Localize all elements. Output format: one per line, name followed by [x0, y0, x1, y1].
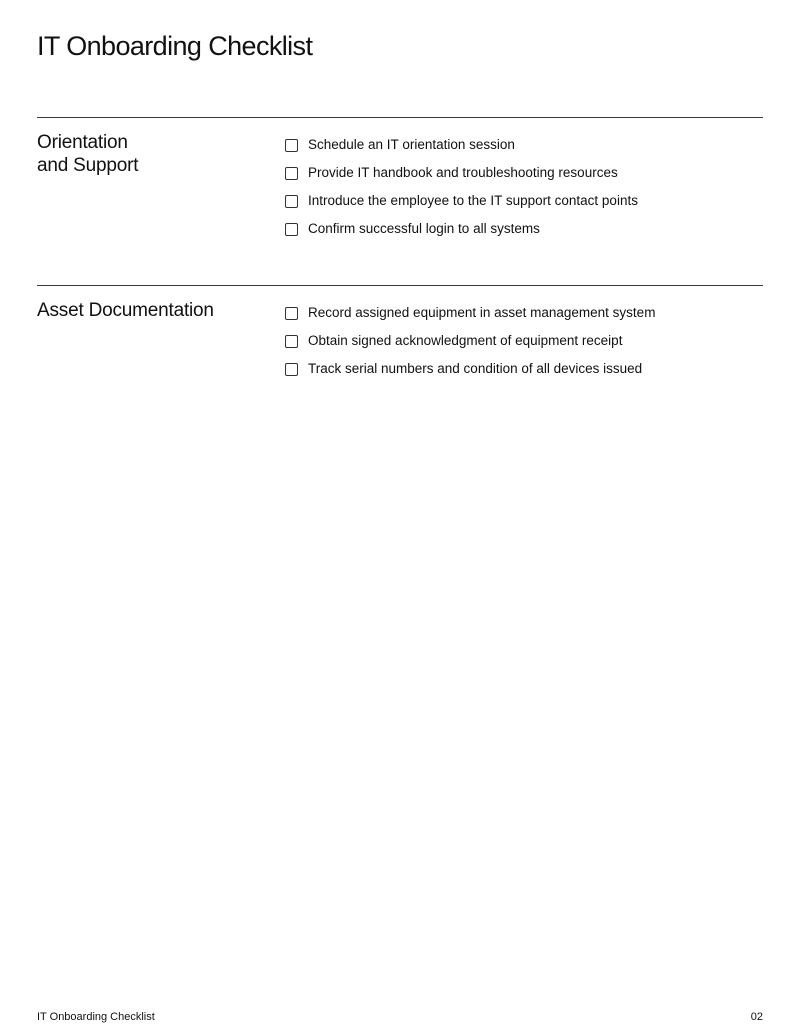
- checklist: [285, 299, 655, 383]
- checklist-item-label: Introduce the employee to the IT support contact points: [308, 193, 638, 208]
- section-heading-line: and Support: [37, 155, 139, 176]
- checklist-item: [285, 299, 655, 327]
- checklist-item: [285, 327, 655, 355]
- checklist: [285, 131, 638, 243]
- checklist-item-label: Track serial numbers and condition of all devices issued: [308, 361, 643, 376]
- checklist-item: [285, 215, 638, 243]
- page-number: 02: [750, 1011, 763, 1023]
- checklist-item-label: Record assigned equipment in asset management system: [308, 305, 656, 320]
- checkbox[interactable]: [285, 223, 298, 236]
- section-heading: [37, 299, 267, 322]
- checklist-item: [285, 355, 655, 383]
- checklist-item: [285, 159, 638, 187]
- section-asset-documentation: [37, 285, 763, 396]
- page-title: IT Onboarding Checklist: [37, 31, 313, 61]
- section-orientation-and-support: [37, 117, 763, 286]
- section-heading: [37, 131, 267, 177]
- section-heading-line: Orientation: [37, 132, 128, 153]
- checkbox[interactable]: [285, 195, 298, 208]
- checkbox[interactable]: [285, 139, 298, 152]
- footer-document-title: IT Onboarding Checklist: [37, 1011, 155, 1023]
- checklist-item: [285, 131, 638, 159]
- checklist-item-label: Provide IT handbook and troubleshooting resources: [308, 165, 618, 180]
- checkbox[interactable]: [285, 167, 298, 180]
- checkbox[interactable]: [285, 363, 298, 376]
- checkbox[interactable]: [285, 335, 298, 348]
- checklist-item: [285, 187, 638, 215]
- section-heading-line: Asset Documentation: [37, 300, 214, 321]
- checklist-item-label: Confirm successful login to all systems: [308, 221, 540, 236]
- checkbox[interactable]: [285, 307, 298, 320]
- checklist-item-label: Obtain signed acknowledgment of equipment receipt: [308, 333, 623, 348]
- checklist-item-label: Schedule an IT orientation session: [308, 137, 515, 152]
